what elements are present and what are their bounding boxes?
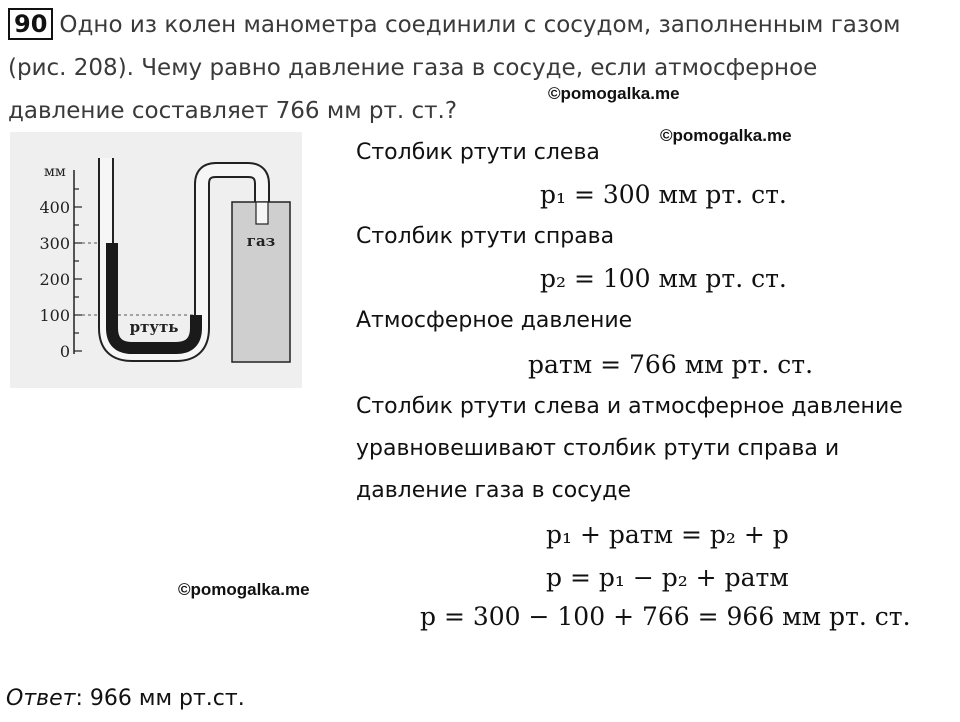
mercury-label: ртуть [129, 318, 179, 336]
answer-label: Ответ [6, 686, 76, 711]
tick-label: 100 [39, 306, 70, 325]
manometer-figure [10, 132, 302, 388]
problem-statement [8, 4, 901, 133]
watermark: ©pomogalka.me [660, 126, 792, 145]
tick-label: 0 [59, 342, 70, 361]
formula-p2: p₂ = 100 мм рт. ст. [540, 264, 787, 293]
watermark: ©pomogalka.me [178, 580, 310, 599]
balance-line-1: Столбик ртути слева и атмосферное давление [356, 394, 903, 419]
problem-line-1: 90 Одно из колен манометра соединили с сосудом, заполненным газом [8, 4, 901, 47]
gas-label: газ [246, 232, 276, 250]
formula-patm: pатм = 766 мм рт. ст. [528, 350, 814, 379]
problem-line-2: (рис. 208). Чему равно давление газа в сосуде, если атмосферное [8, 55, 818, 81]
balance-line-3: давление газа в сосуде [356, 478, 632, 503]
equation-2: p = p₁ − p₂ + pатм [546, 563, 789, 592]
equation-1: p₁ + pатм = p₂ + p [546, 520, 789, 549]
right-column-text: Столбик ртути справа [356, 224, 615, 249]
tick-label: 200 [39, 270, 70, 289]
left-column-text: Столбик ртути слева [356, 140, 600, 165]
watermark: ©pomogalka.me [548, 84, 680, 103]
gas-vessel [232, 202, 290, 362]
unit-label: мм [44, 164, 66, 180]
tick-label: 300 [39, 234, 70, 253]
problem-line-3: давление составляет 766 мм рт. ст.? [8, 98, 458, 124]
answer [6, 686, 245, 711]
atm-text: Атмосферное давление [356, 308, 633, 333]
tick-label: 400 [39, 198, 70, 217]
answer-value: : 966 мм рт.ст. [75, 686, 245, 711]
equation-3: p = 300 − 100 + 766 = 966 мм рт. ст. [420, 602, 911, 631]
formula-p1: p₁ = 300 мм рт. ст. [540, 180, 787, 209]
balance-line-2: уравновешивают столбик ртути справа и [356, 436, 840, 461]
problem-number: 90 [8, 8, 53, 40]
